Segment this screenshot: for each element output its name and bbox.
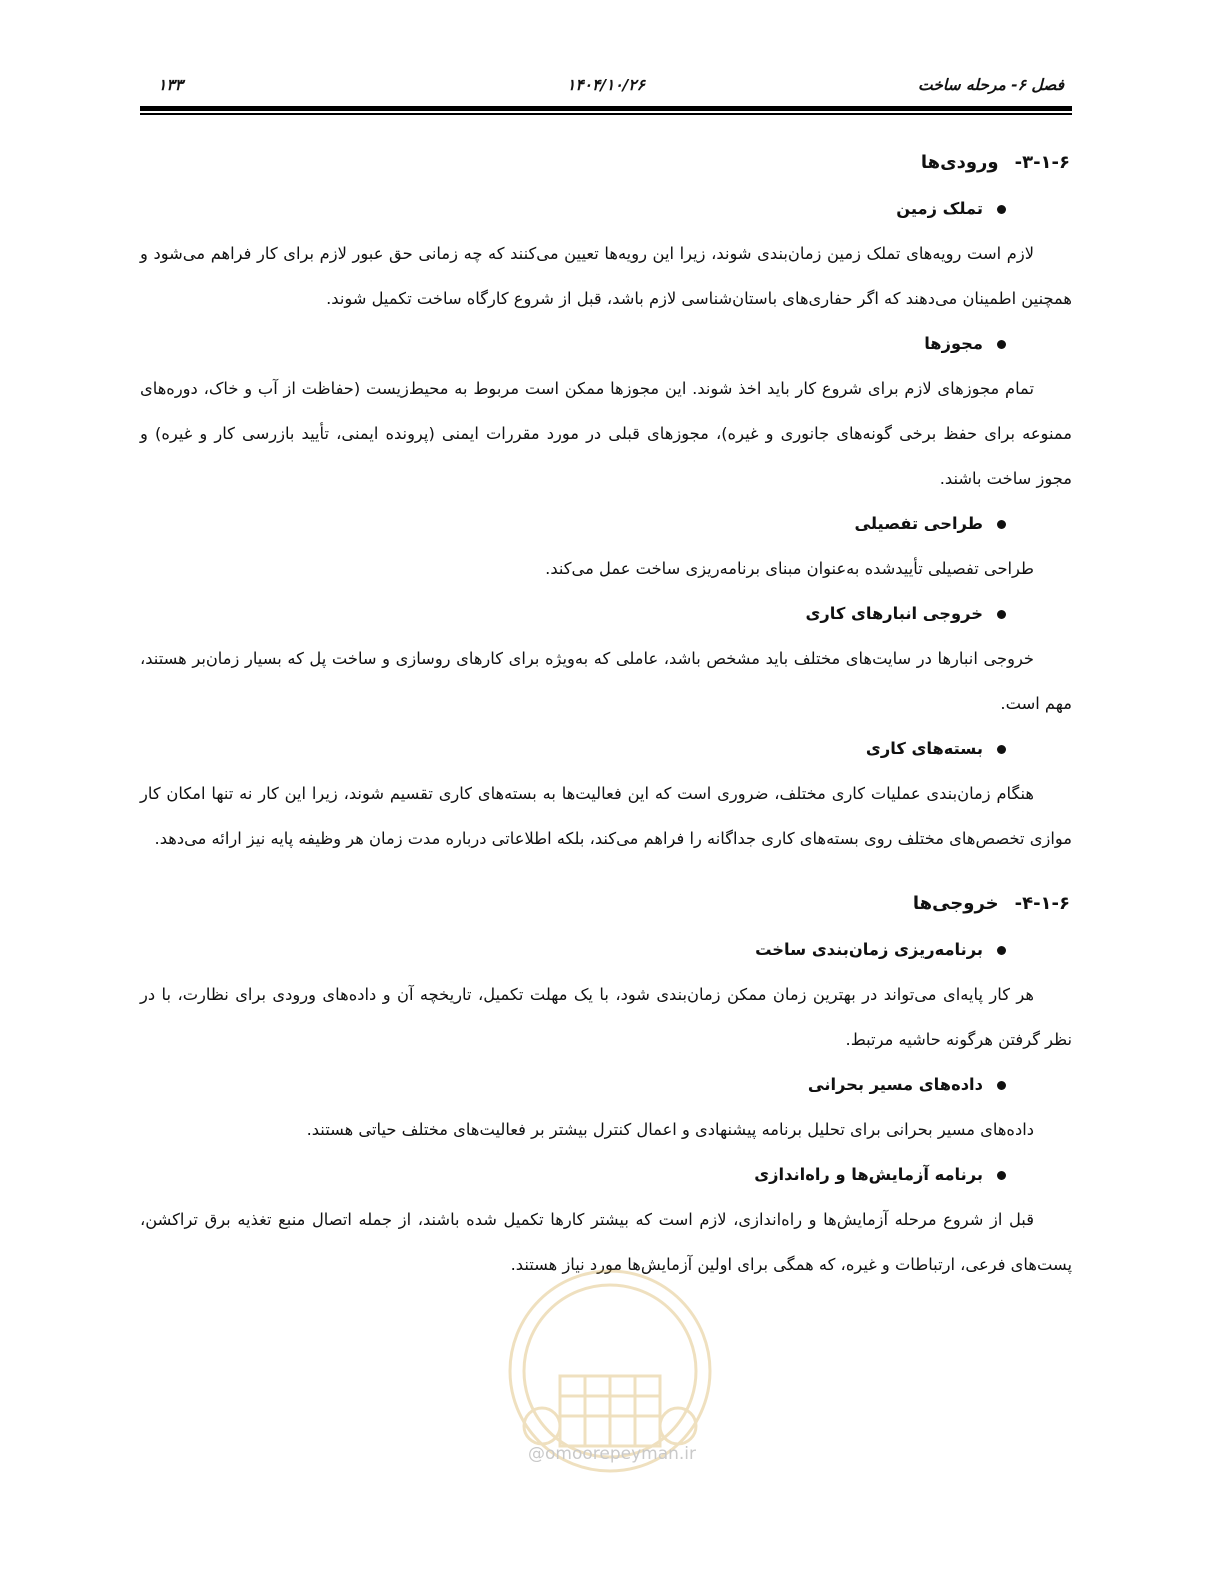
paragraph: هر کار پایه‌ای می‌تواند در بهترین زمان ممکن زمان‌بندی شود، با یک مهلت تکمیل، تاریخچه آن و داده‌های ورودی برای نظارت، با در نظر گرفتن هرگونه حاشیه مرتبط. bbox=[140, 985, 1072, 1049]
bullet-icon bbox=[997, 1081, 1006, 1090]
bullet-heading bbox=[140, 1062, 1072, 1107]
bullet-heading-text: بسته‌های کاری bbox=[865, 739, 983, 758]
paragraph: تمام مجوزهای لازم برای شروع کار باید اخذ شوند. این مجوزها ممکن است مربوط به محیط‌زیست (حفاظت از آب و خاک، دوره‌های ممنوعه برای حفظ برخی گونه‌های جانوری و غیره)، مجوزهای قبلی در مورد مقررات ایمنی (پرونده ایمنی، تأیید بازرسی کار و غیره) و مجوز ساخت باشند. bbox=[140, 379, 1072, 488]
bullet-icon bbox=[997, 205, 1006, 214]
bullet-icon bbox=[997, 745, 1006, 754]
paragraph: لازم است رویه‌های تملک زمین زمان‌بندی شوند، زیرا این رویه‌ها تعیین می‌کنند که چه زمانی حق عبور لازم برای کار فراهم می‌شود و همچنین اطمینان می‌دهند که اگر حفاری‌های باستان‌شناسی لازم باشد، قبل از شروع کارگاه ساخت تکمیل شوند. bbox=[140, 244, 1072, 308]
bullet-heading-text: داده‌های مسیر بحرانی bbox=[807, 1075, 983, 1094]
page-number: ۱۳۳ bbox=[158, 76, 183, 94]
bullet-icon bbox=[997, 946, 1006, 955]
bullet-heading bbox=[140, 186, 1072, 231]
bullet-heading bbox=[140, 321, 1072, 366]
chapter-title: فصل ۶- مرحله ساخت bbox=[918, 76, 1064, 94]
header-rule-thick bbox=[140, 106, 1072, 111]
bullet-icon bbox=[997, 520, 1006, 529]
page-body bbox=[140, 140, 1072, 1287]
paragraph: داده‌های مسیر بحرانی برای تحلیل برنامه پیشنهادی و اعمال کنترل بیشتر بر فعالیت‌های مختلف حیاتی هستند. bbox=[306, 1120, 1034, 1139]
section-heading-inputs bbox=[140, 140, 1072, 186]
bullet-icon bbox=[997, 1171, 1006, 1180]
section-title: ورودی‌ها bbox=[920, 152, 999, 173]
section-title: خروجی‌ها bbox=[912, 893, 999, 914]
bullet-heading-text: برنامه آزمایش‌ها و راه‌اندازی bbox=[754, 1165, 983, 1184]
watermark-site: @omoorepeyman.ir bbox=[527, 1444, 697, 1464]
bullet-heading bbox=[140, 927, 1072, 972]
header-date: ۱۴۰۴/۱۰/۲۶ bbox=[567, 76, 645, 94]
bullet-heading-text: طراحی تفصیلی bbox=[854, 514, 983, 533]
paragraph: طراحی تفصیلی تأییدشده به‌عنوان مبنای برنامه‌ریزی ساخت عمل می‌کند. bbox=[545, 559, 1034, 578]
bullet-heading bbox=[140, 591, 1072, 636]
bullet-heading bbox=[140, 726, 1072, 771]
bullet-heading-text: برنامه‌ریزی زمان‌بندی ساخت bbox=[755, 940, 983, 959]
page-header bbox=[140, 74, 1072, 102]
paragraph: هنگام زمان‌بندی عملیات کاری مختلف، ضروری است که این فعالیت‌ها به بسته‌های کاری تقسیم شوند، زیرا این کار نه تنها امکان کار موازی تخصص‌های مختلف روی بسته‌های کاری جداگانه را فراهم می‌کند، بلکه اطلاعاتی درباره مدت زمان هر وظیفه پایه نیز ارائه می‌دهد. bbox=[140, 784, 1072, 848]
paragraph: خروجی انبارها در سایت‌های مختلف باید مشخص باشد، عاملی که به‌ویژه برای کارهای روسازی و ساخت پل که بسیار زمان‌بر هستند، مهم است. bbox=[140, 649, 1072, 713]
bullet-heading bbox=[140, 1152, 1072, 1197]
bullet-heading-text: تملک زمین bbox=[896, 199, 983, 218]
bullet-icon bbox=[997, 340, 1006, 349]
paragraph: قبل از شروع مرحله آزمایش‌ها و راه‌اندازی، لازم است که بیشتر کارها تکمیل شده باشند، از جمله اتصال منبع تغذیه برق تراکشن، پست‌های فرعی، ارتباطات و غیره، که همگی برای اولین آزمایش‌ها مورد نیاز هستند. bbox=[140, 1210, 1072, 1274]
section-number: ۴-۱-۶- bbox=[1014, 893, 1070, 914]
bullet-heading-text: مجوزها bbox=[924, 334, 983, 353]
section-number: ۳-۱-۶- bbox=[1014, 152, 1070, 173]
bullet-icon bbox=[997, 610, 1006, 619]
bullet-heading bbox=[140, 501, 1072, 546]
section-heading-outputs bbox=[140, 881, 1072, 927]
bullet-heading-text: خروجی انبارهای کاری bbox=[805, 604, 983, 623]
header-rule-thin bbox=[140, 113, 1072, 115]
